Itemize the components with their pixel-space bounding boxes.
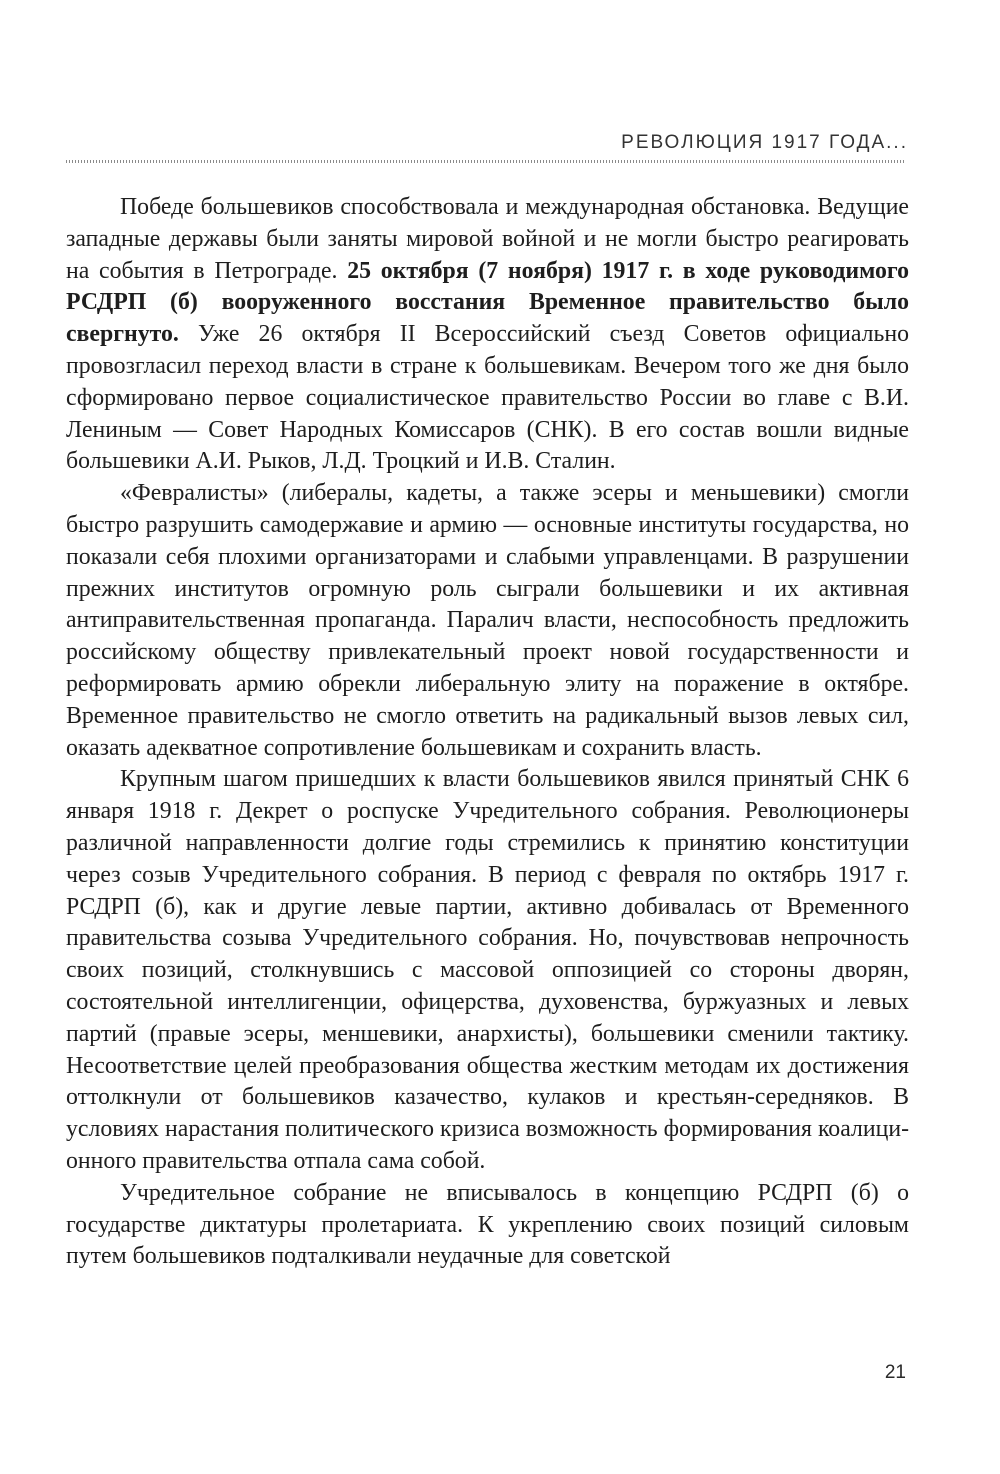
paragraph-1-text-end: Уже 26 октября II Всероссийский съезд Советов официально провозгласил переход власти в стране к большевикам. Вечером того же дня было сформировано первое социалистическое правительство России во главе с В.И. Лениным — Совет Народных Комиссаров (СНК). В его состав вошли видные большевики А.И. Рыков, Л.Д. Троцкий и И.В. Сталин.: [66, 321, 909, 475]
running-header: РЕВОЛЮЦИЯ 1917 ГОДА...: [621, 132, 908, 153]
page-number: 21: [884, 1362, 906, 1383]
paragraph-1: [66, 192, 909, 478]
header-rule: [66, 160, 904, 163]
paragraph-1-bold-text: 25 октября (7 ноября) 1917 г. в ходе руководимого РСДРП (б) вооруженного восстания Временное правительство было свергнуто.: [66, 257, 909, 348]
paragraph-2: «Февралисты» (либералы, кадеты, а также эсеры и меньшевики) смогли быстро разрушить самодержавие и армию — основные институты государства, но показали себя плохими организаторами и слабыми управленцами. В разрушении прежних институтов огромную роль сыграли большевики и их активная антиправительственная пропаганда. Паралич власти, неспособность предложить российскому обществу привлекательный проект новой государственности и реформировать армию обрекли либеральную элиту на поражение в октябре. Временное правительство не смогло ответить на радикальный вызов левых сил, оказать адекватное сопротивление большевикам и сохранить власть.: [66, 480, 909, 761]
paragraph-1-text-start: Победе большевиков способствовала и международная обстановка. Ведущие западные державы были заняты мировой войной и не могли быстро реагировать на события в Петрограде.: [66, 194, 909, 284]
paragraph-3: Крупным шагом пришедших к власти большевиков явился принятый СНК 6 января 1918 г. Декрет о роспуске Учредительного собрания. Революционеры различной направленности долгие годы стремились к принятию конституции через созыв Учредительного собрания. В период с февраля по октябрь 1917 г. РСДРП (б), как и другие левые партии, активно добивалась от Временного правительства созыва Учредительного собрания. Но, почувствовав непрочность своих позиций, столкнувшись с массовой оппозицией со стороны дворян, состоятельной интеллигенции, офицерства, духовенства, буржуазных и левых партий (правые эсеры, меншевики, анархисты), большевики сменили тактику. Несоответствие целей преобразования общества жестким методам их достижения оттолкнули от большевиков казачество, кулаков и крестьян-середняков. В условиях нарастания политического кризиса возможность формирования коалиционного правительства отпала сама собой.: [66, 766, 909, 1174]
page-body: [66, 192, 909, 1273]
paragraph-4: Учредительное собрание не вписывалось в концепцию РСДРП (б) о государстве диктатуры пролетариата. К укреплению своих позиций силовым путем большевиков подталкивали неудачные для советской: [66, 1179, 909, 1270]
